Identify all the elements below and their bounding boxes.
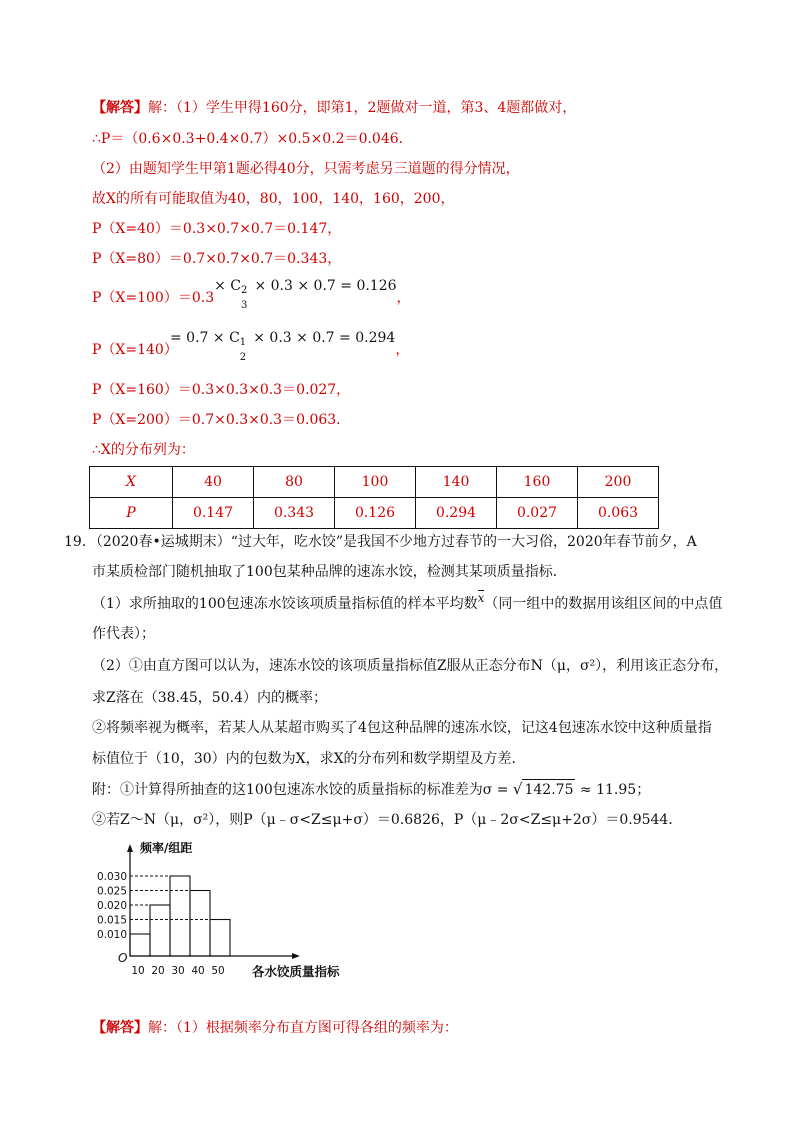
table-cell: 160	[497, 467, 578, 498]
distribution-intro: ∴X的分布列为：	[92, 442, 195, 458]
question-19-line-3: （1）求所抽取的100包速冻水饺该项质量指标值的样本平均数x（同一组中的数据用该组区间的中点值	[92, 591, 723, 612]
solution-tag: 【解答】	[92, 100, 148, 116]
table-cell: 80	[254, 467, 335, 498]
prob-x80: P（X=80）＝0.7×0.7×0.7＝0.343，	[92, 251, 342, 267]
solution-line-1: 【解答】解：（1）学生甲得160分，即第1，2题做对一道，第3、4题都做对，	[92, 100, 577, 116]
xbar-symbol: x	[477, 591, 485, 605]
table-row-x	[90, 467, 659, 498]
table-cell: 200	[578, 467, 659, 498]
solution-2-tag: 【解答】	[92, 1020, 148, 1036]
prob-x160: P（X=160）＝0.3×0.3×0.3＝0.027，	[92, 382, 351, 398]
x-tick-label: 30	[171, 965, 185, 977]
histogram-bar	[210, 920, 230, 957]
histogram-chart	[90, 838, 390, 988]
histogram-bar	[130, 934, 150, 956]
table-cell: 0.294	[416, 498, 497, 529]
x-tick-label: 50	[211, 965, 225, 977]
solution-line-2: ∴P＝（0.6×0.3+0.4×0.7）×0.5×0.2＝0.046．	[92, 131, 413, 147]
question-19-line-5: （2）①由直方图可以认为，速冻水饺的该项质量指标值Z服从正态分布N（μ，σ²），利用该正态分布，	[92, 658, 729, 674]
table-cell: 100	[335, 467, 416, 498]
prob-x140-formula: = 0.7 × C 1 2 × 0.3 × 0.7 = 0.294，	[170, 330, 410, 363]
question-19-line-6: 求Z落在（38.45，50.4）内的概率；	[92, 690, 327, 706]
y-tick-label: 0.015	[96, 914, 127, 927]
question-number: 19．	[64, 534, 96, 550]
x-axis-label: 各水饺质量指标	[252, 964, 340, 979]
table-head-p: P	[90, 498, 173, 529]
x-axis-arrow	[292, 953, 300, 959]
table-cell: 0.126	[335, 498, 416, 529]
question-19-line-9: 附：①计算得所抽查的这100包速冻水饺的质量指标的标准差为σ = √ 142.75 ≈ 11.95；	[92, 780, 651, 798]
sqrt-value: 142.75	[522, 779, 575, 800]
y-tick-label: 0.030	[96, 871, 127, 883]
table-cell: 0.027	[497, 498, 578, 529]
table-row-p	[90, 498, 659, 529]
x-tick-label: 10	[131, 965, 145, 977]
table-cell: 40	[173, 467, 254, 498]
y-axis-label: 频率/组距	[140, 841, 193, 855]
y-tick-label: 0.020	[96, 900, 127, 912]
question-19-line-4: 作代表）；	[92, 626, 155, 642]
prob-x40: P（X=40）＝0.3×0.7×0.7＝0.147，	[92, 221, 342, 237]
histogram-bar	[190, 891, 210, 957]
histogram-bar	[170, 876, 190, 956]
table-head-x: X	[90, 467, 173, 498]
solution-line-4: 故X的所有可能取值为40，80，100，140，160，200，	[92, 191, 455, 207]
x-tick-label: 40	[191, 965, 205, 977]
question-19-line-8: 标值位于（10，30）内的包数为X，求X的分布列和数学期望及方差．	[92, 751, 526, 767]
table-cell: 0.343	[254, 498, 335, 529]
y-axis-arrow	[127, 844, 133, 852]
question-19-line-10: ②若Z～N（μ，σ²），则P（μ﹣σ<Z≤μ+σ）＝0.6826，P（μ﹣2σ<Z≤μ+2σ）＝0.9544．	[92, 812, 683, 828]
y-tick-label: 0.025	[96, 885, 127, 898]
question-19-line-2: 市某质检部门随机抽取了100包某种品牌的速冻水饺，检测其某项质量指标．	[92, 564, 567, 580]
prob-x100: P（X=100）＝0.3× C 2 3 × 0.3 × 0.7 = 0.126，	[92, 278, 411, 311]
y-tick-label: 0.010	[96, 929, 127, 941]
prob-x200: P（X=200）＝0.7×0.3×0.3＝0.063．	[92, 412, 351, 428]
prob-x140-label: P（X=140）	[92, 342, 178, 358]
prob-x100-formula: × C 2 3 × 0.3 × 0.7 = 0.126	[214, 278, 397, 311]
table-cell: 0.147	[173, 498, 254, 529]
table-cell: 0.063	[578, 498, 659, 529]
distribution-table	[89, 466, 659, 529]
solution-line-3: （2）由题知学生甲第1题必得40分，只需考虑另三道题的得分情况，	[92, 161, 520, 177]
origin-label: O	[118, 951, 128, 965]
question-19-line-7: ②将频率视为概率，若某人从某超市购买了4包这种品牌的速冻水饺，记这4包速冻水饺中这种质量指	[92, 720, 712, 736]
question-19-line-1: 19．（2020春•运城期末）“过大年，吃水饺”是我国不少地方过春节的一大习俗，2020年春节前夕，A	[64, 534, 697, 550]
table-cell: 140	[416, 467, 497, 498]
x-tick-label: 20	[151, 965, 165, 977]
solution-2-line-1: 【解答】解：（1）根据频率分布直方图可得各组的频率为：	[92, 1020, 458, 1036]
histogram-bar	[150, 905, 170, 956]
